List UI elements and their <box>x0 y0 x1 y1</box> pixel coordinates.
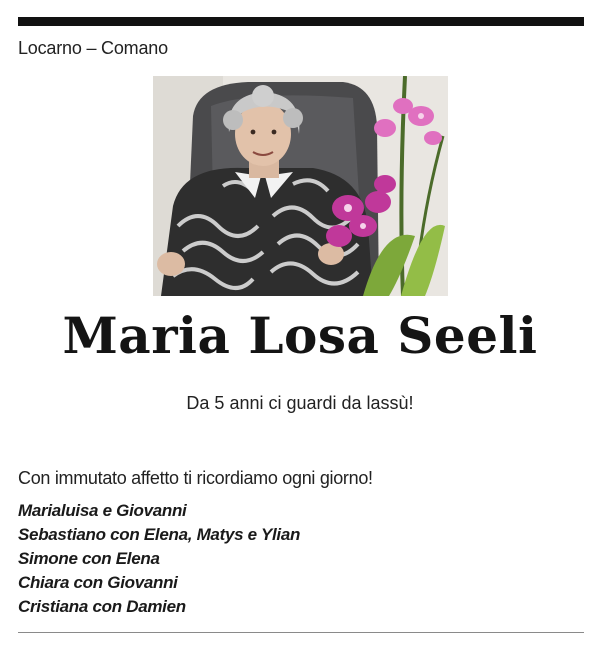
location-label: Locarno – Comano <box>18 38 168 58</box>
family-member: Chiara con Giovanni <box>18 573 178 592</box>
remembrance-message: Con immutato affetto ti ricordiamo ogni giorno! <box>18 468 373 488</box>
family-member: Simone con Elena <box>18 549 160 568</box>
family-member: Cristiana con Damien <box>18 597 186 616</box>
bottom-rule <box>18 632 584 633</box>
family-member: Marialuisa e Giovanni <box>18 501 187 520</box>
family-member: Sebastiano con Elena, Matys e Ylian <box>18 525 301 544</box>
memorial-subline: Da 5 anni ci guardi da lassù! <box>186 393 414 413</box>
family-list <box>18 499 300 619</box>
top-rule <box>18 17 584 26</box>
portrait-photo <box>153 76 448 296</box>
deceased-name: Maria Losa Seeli <box>62 306 538 365</box>
